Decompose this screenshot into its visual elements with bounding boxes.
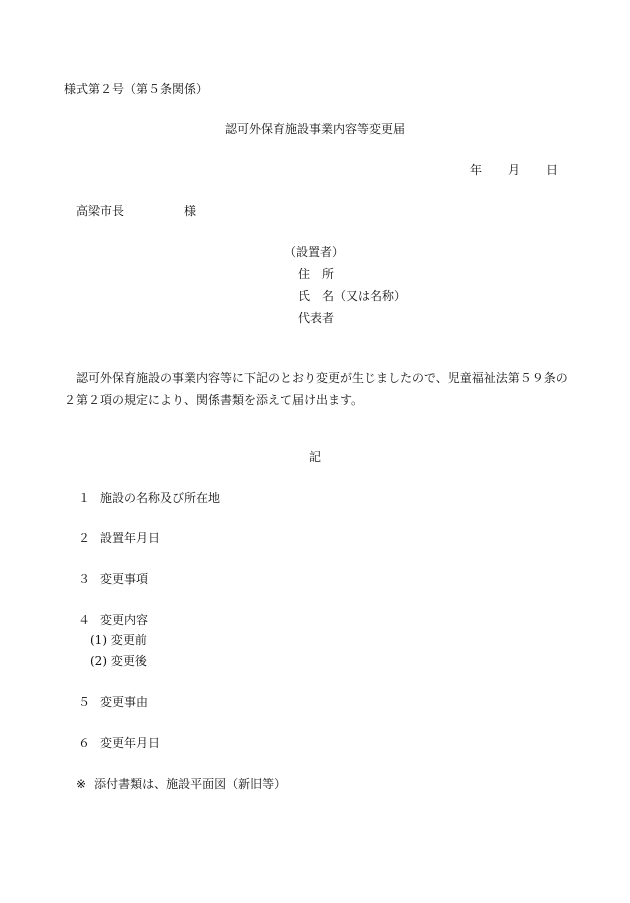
list-item <box>78 695 148 709</box>
item-number: ２ <box>78 531 91 545</box>
date-line <box>470 163 558 177</box>
item-label: 設置年月日 <box>100 531 161 545</box>
item-number: １ <box>78 491 91 505</box>
item-label: 施設の名称及び所在地 <box>100 491 221 505</box>
list-item <box>78 531 160 545</box>
addressee <box>76 204 196 218</box>
item-label: 変更事由 <box>100 695 149 709</box>
body-paragraph: 認可外保育施設の事業内容等に下記のとおり変更が生じましたので、児童福祉法第５９条の２第２項の規定により、関係書類を添えて届け出ます。 <box>64 371 568 407</box>
list-item <box>78 491 220 505</box>
attachment-note <box>76 777 286 791</box>
document-title: 認可外保育施設事業内容等変更届 <box>224 122 405 136</box>
date-day: 日 <box>546 163 559 177</box>
list-item <box>78 572 148 586</box>
sub-item: (2) 変更後 <box>90 654 147 668</box>
item-number: ４ <box>78 613 91 627</box>
applicant-block <box>284 245 406 333</box>
applicant-name-label: 氏 名（又は名称） <box>298 289 407 303</box>
addressee-honorific: 様 <box>184 204 197 218</box>
date-month: 月 <box>508 163 521 177</box>
note-text: 添付書類は、施設平面図（新旧等） <box>94 777 287 791</box>
ki-heading: 記 <box>308 450 321 464</box>
form-number: 様式第２号（第５条関係） <box>64 82 209 96</box>
list-item <box>78 736 160 750</box>
item-number: ３ <box>78 572 91 586</box>
addressee-name: 高梁市長 <box>76 204 125 218</box>
applicant-representative-label: 代表者 <box>298 311 335 325</box>
date-year: 年 <box>470 163 483 177</box>
item-label: 変更内容 <box>100 613 149 627</box>
applicant-heading: （設置者） <box>284 245 345 259</box>
item-label: 変更年月日 <box>100 736 161 750</box>
item-number: ５ <box>78 695 91 709</box>
item-number: ６ <box>78 736 91 750</box>
list-item <box>78 613 148 627</box>
applicant-address-label: 住 所 <box>298 267 335 281</box>
item-label: 変更事項 <box>100 572 149 586</box>
sub-item: (1) 変更前 <box>90 633 147 647</box>
note-mark: ※ <box>76 777 87 791</box>
